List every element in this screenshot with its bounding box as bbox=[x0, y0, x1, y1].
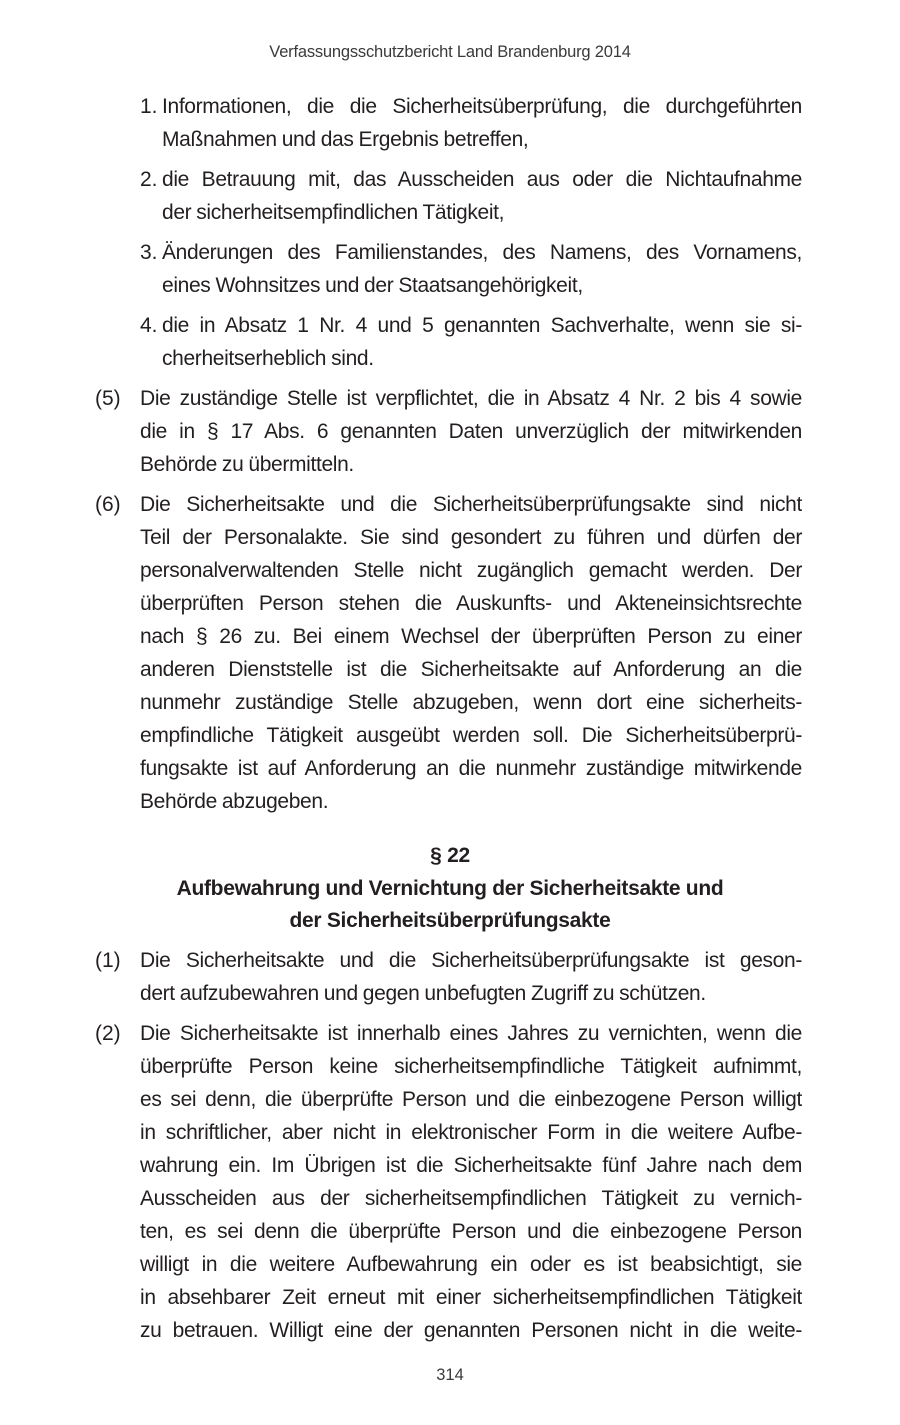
list-item bbox=[0, 309, 900, 375]
page-content bbox=[0, 90, 900, 1354]
section-heading bbox=[0, 840, 900, 938]
text-line: Ausscheiden aus der sicherheitsempfindlichen Tätigkeit zu vernich- bbox=[140, 1186, 802, 1210]
paragraph-text bbox=[140, 944, 802, 1010]
paragraph-text bbox=[140, 382, 802, 481]
text-line: Die zuständige Stelle ist verpflichtet, die in Absatz 4 Nr. 2 bis 4 sowie bbox=[140, 387, 802, 410]
paragraph-label: (2) bbox=[95, 1021, 121, 1045]
paragraph bbox=[0, 944, 900, 1010]
numbered-list bbox=[0, 90, 900, 375]
list-item bbox=[0, 163, 900, 229]
text-line: zu betrauen. Willigt eine der genannten Personen nicht in die weite- bbox=[140, 1318, 802, 1342]
paragraph-text bbox=[140, 1017, 802, 1347]
text-line: die in § 17 Abs. 6 genannten Daten unverzüglich der mitwirkenden bbox=[140, 420, 802, 443]
text-line: der sicherheitsempfindlichen Tätigkeit, bbox=[162, 201, 505, 224]
text-line: überprüfte Person keine sicherheitsempfindliche Tätigkeit aufnimmt, bbox=[140, 1054, 802, 1078]
text-line: nach § 26 zu. Bei einem Wechsel der überprüften Person zu einer bbox=[140, 625, 802, 648]
list-item-text bbox=[162, 90, 802, 156]
list-item-text bbox=[162, 163, 802, 229]
list-item-label: 1. bbox=[140, 95, 158, 118]
text-line: in absehbarer Zeit erneut mit einer sicherheitsempfindlichen Tätigkeit bbox=[140, 1285, 802, 1309]
running-header: Verfassungsschutzbericht Land Brandenburg 2014 bbox=[269, 43, 631, 61]
text-line: die Betrauung mit, das Ausscheiden aus oder die Nichtaufnahme bbox=[162, 168, 802, 191]
list-item-text bbox=[162, 236, 802, 302]
text-line: willigt in die weitere Aufbewahrung ein oder es ist beabsichtigt, sie bbox=[140, 1252, 802, 1276]
text-line: personalverwaltenden Stelle nicht zugänglich gemacht werden. Der bbox=[140, 559, 802, 582]
paragraph-label: (1) bbox=[95, 948, 121, 972]
text-line: Änderungen des Familienstandes, des Namens, des Vornamens, bbox=[162, 241, 802, 264]
list-item-label: 4. bbox=[140, 314, 158, 337]
text-line: anderen Dienststelle ist die Sicherheitsakte auf Anforderung an die bbox=[140, 658, 802, 681]
paragraph bbox=[0, 1017, 900, 1347]
list-item bbox=[0, 90, 900, 156]
list-item bbox=[0, 236, 900, 302]
text-line: überprüften Person stehen die Auskunfts- und Akteneinsichtsrechte bbox=[140, 592, 802, 615]
text-line: ten, es sei denn die überprüfte Person und die einbezogene Person bbox=[140, 1219, 802, 1243]
paragraphs-section-21 bbox=[0, 382, 900, 818]
text-line: Informationen, die die Sicherheitsüberprüfung, die durchgeführten bbox=[162, 95, 802, 118]
text-line: dert aufzubewahren und gegen unbefugten Zugriff zu schützen. bbox=[140, 981, 706, 1005]
section-title-line-1: Aufbewahrung und Vernichtung der Sicherheitsakte und bbox=[176, 876, 724, 900]
paragraph-text bbox=[140, 488, 802, 818]
text-line: in schriftlicher, aber nicht in elektronischer Form in die weitere Aufbe- bbox=[140, 1120, 802, 1144]
paragraph-label: (5) bbox=[95, 387, 121, 410]
list-item-label: 3. bbox=[140, 241, 158, 264]
section-title-line-2: der Sicherheitsüberprüfungsakte bbox=[289, 909, 611, 932]
text-line: Die Sicherheitsakte und die Sicherheitsüberprüfungsakte ist geson- bbox=[140, 948, 802, 972]
paragraphs-section-22 bbox=[0, 944, 900, 1347]
list-item-label: 2. bbox=[140, 168, 158, 191]
text-line: nunmehr zuständige Stelle abzugeben, wenn dort eine sicherheits- bbox=[140, 691, 802, 714]
list-item-text bbox=[162, 309, 802, 375]
text-line: Die Sicherheitsakte ist innerhalb eines Jahres zu vernichten, wenn die bbox=[140, 1021, 802, 1045]
text-line: Die Sicherheitsakte und die Sicherheitsüberprüfungsakte sind nicht bbox=[140, 493, 802, 516]
text-line: Behörde zu übermitteln. bbox=[140, 453, 354, 476]
section-number: § 22 bbox=[430, 844, 470, 867]
text-line: Behörde abzugeben. bbox=[140, 790, 329, 813]
text-line: cherheitserheblich sind. bbox=[162, 347, 374, 370]
text-line: wahrung ein. Im Übrigen ist die Sicherheitsakte fünf Jahre nach dem bbox=[140, 1153, 802, 1177]
text-line: empfindliche Tätigkeit ausgeübt werden soll. Die Sicherheitsüberprü- bbox=[140, 724, 802, 747]
page-number: 314 bbox=[436, 1366, 464, 1384]
paragraph bbox=[0, 382, 900, 481]
text-line: Maßnahmen und das Ergebnis betreffen, bbox=[162, 128, 529, 151]
text-line: Teil der Personalakte. Sie sind gesondert zu führen und dürfen der bbox=[140, 526, 802, 549]
text-line: eines Wohnsitzes und der Staatsangehörigkeit, bbox=[162, 274, 583, 297]
text-line: fungsakte ist auf Anforderung an die nunmehr zuständige mitwirkende bbox=[140, 757, 802, 780]
text-line: die in Absatz 1 Nr. 4 und 5 genannten Sachverhalte, wenn sie si- bbox=[162, 314, 802, 337]
paragraph bbox=[0, 488, 900, 818]
text-line: es sei denn, die überprüfte Person und die einbezogene Person willigt bbox=[140, 1087, 802, 1111]
paragraph-label: (6) bbox=[95, 493, 121, 516]
